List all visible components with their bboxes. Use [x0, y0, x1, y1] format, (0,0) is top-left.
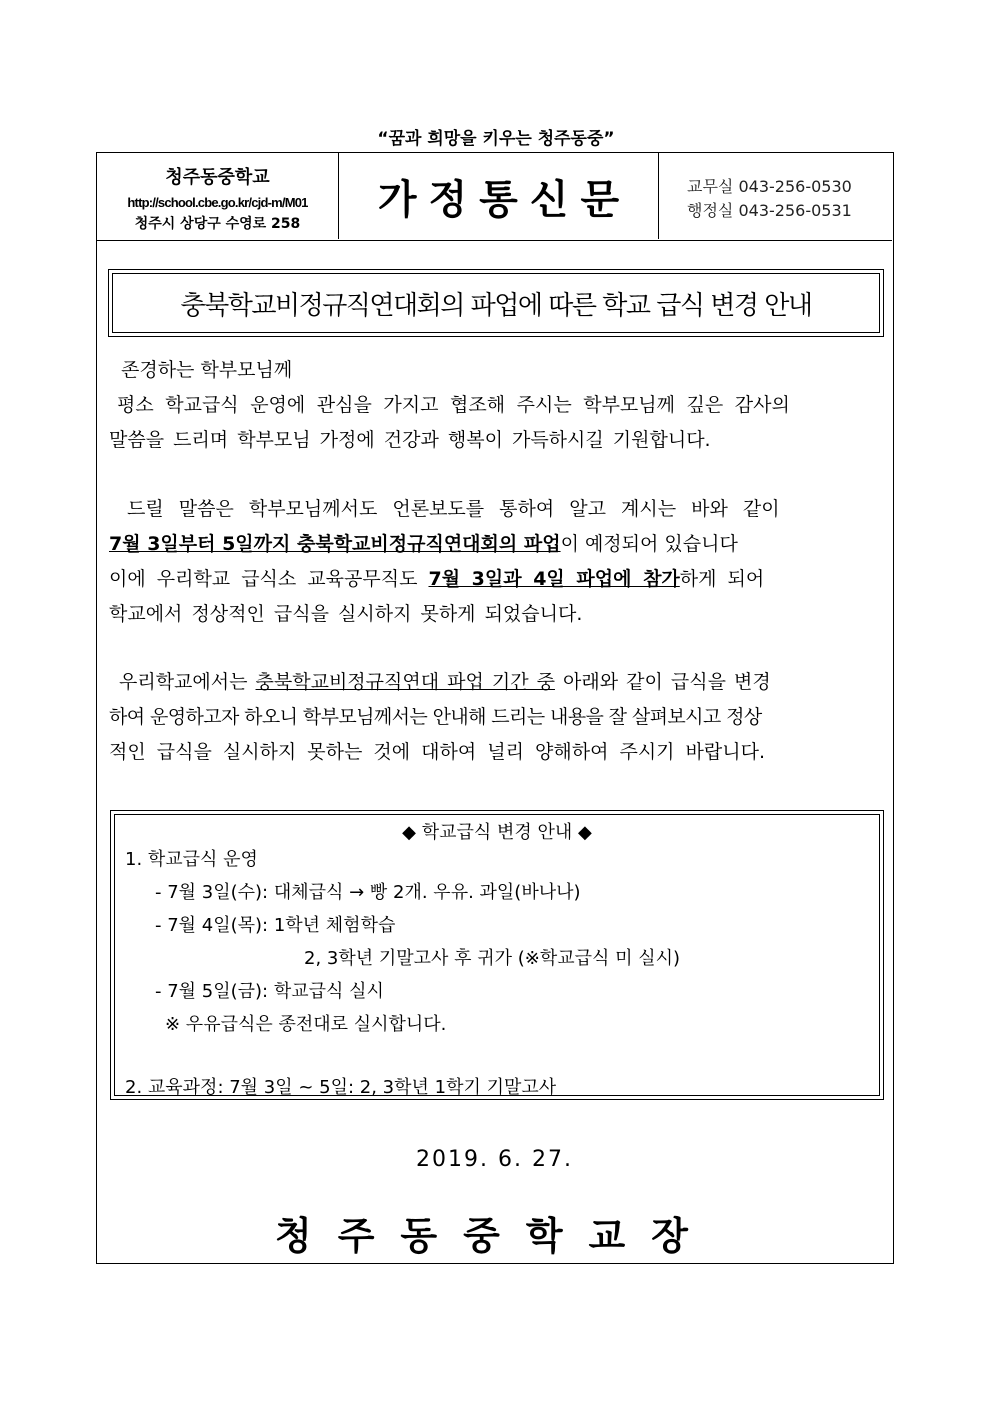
letter-body-1 — [109, 353, 885, 458]
paragraph-line — [109, 527, 885, 562]
phone-number: 043-256-0530 — [738, 177, 852, 196]
paragraph-text: 이에 우리학교 급식소 교육공무직도 — [109, 568, 429, 590]
newsletter-title-cell — [339, 153, 659, 239]
paragraph-line — [109, 562, 885, 597]
meal-change-notice-box — [110, 810, 884, 1100]
strike-participation-highlight: 7월 3일과 4일 파업에 참가 — [428, 568, 680, 590]
paragraph-line: 드릴 말씀은 학부모님께서도 언론보도를 통하여 알고 계시는 바와 같이 — [127, 498, 780, 520]
letter-body-3 — [109, 665, 885, 770]
school-address: 청주시 상당구 수영로 258 — [134, 216, 301, 232]
school-url-link[interactable]: http://school.cbe.go.kr/cjd-m/M01 — [127, 195, 308, 210]
notice-title-box — [108, 269, 884, 337]
newsletter-header — [97, 153, 892, 241]
notice-heading: ◆ 학교급식 변경 안내 ◆ — [402, 822, 592, 843]
list-item: 1. 학교급식 운영 — [125, 849, 258, 870]
phone-label: 교무실 — [687, 177, 734, 196]
paragraph-text: 우리학교에서는 — [119, 671, 256, 693]
notice-title: 충북학교비정규직연대회의 파업에 따른 학교 급식 변경 안내 — [112, 273, 880, 333]
strike-period-highlight: 7월 3일부터 5일까지 충북학교비정규직연대회의 파업 — [109, 533, 561, 555]
list-item: - 7월 3일(수): 대체급식 → 빵 2개. 우유. 과일(바나나) — [155, 882, 581, 903]
paragraph-text: 아래와 같이 급식을 변경 — [554, 671, 771, 693]
strike-duration-highlight: 충북학교비정규직연대 파업 기간 중 — [255, 671, 555, 693]
phone-row-admin — [687, 199, 892, 223]
school-motto: “꿈과 희망을 키우는 청주동중” — [377, 129, 615, 149]
phone-label: 행정실 — [687, 201, 734, 220]
list-item: - 7월 5일(금): 학교급식 실시 — [155, 981, 384, 1002]
paragraph-line: 하여 운영하고자 하오니 학부모님께서는 안내해 드리는 내용을 잘 살펴보시고 정상 — [109, 706, 762, 728]
paragraph-line: 적인 급식을 실시하지 못하는 것에 대하여 널리 양해하여 주시기 바랍니다. — [109, 741, 766, 763]
paragraph-text: 이 예정되어 있습니다 — [560, 533, 738, 555]
list-item: - 7월 4일(목): 1학년 체험학습 — [155, 915, 396, 936]
phone-row-academic — [687, 175, 892, 199]
paragraph-line: 학교에서 정상적인 급식을 실시하지 못하게 되었습니다. — [109, 603, 583, 625]
school-name: 청주동중학교 — [165, 167, 270, 188]
paragraph-text: 하게 되어 — [679, 568, 765, 590]
paragraph-line: 평소 학교급식 운영에 관심을 가지고 협조해 주시는 학부모님께 깊은 감사의 — [117, 394, 790, 416]
letter-body-2 — [109, 492, 885, 632]
newsletter-title: 가정통신문 — [377, 176, 632, 223]
issue-date: 2019. 6. 27. — [416, 1147, 573, 1172]
paragraph-line: 말씀을 드리며 학부모님 가정에 건강과 행복이 가득하시길 기원합니다. — [109, 429, 711, 451]
greeting: 존경하는 학부모님께 — [121, 359, 293, 381]
list-item: ※ 우유급식은 종전대로 실시합니다. — [165, 1014, 447, 1035]
list-item: 2, 3학년 기말고사 후 귀가 (※학교급식 미 실시) — [304, 948, 681, 969]
contact-info — [659, 153, 892, 239]
meal-change-notice — [114, 814, 880, 1096]
list-item: 2. 교육과정: 7월 3일 ~ 5일: 2, 3학년 1학기 기말고사 — [125, 1077, 557, 1098]
school-info — [97, 153, 339, 239]
paragraph-line — [109, 665, 885, 700]
principal-signature: 청주동중학교장 — [275, 1214, 714, 1258]
newsletter-frame — [96, 152, 894, 1264]
phone-number: 043-256-0531 — [738, 201, 852, 220]
